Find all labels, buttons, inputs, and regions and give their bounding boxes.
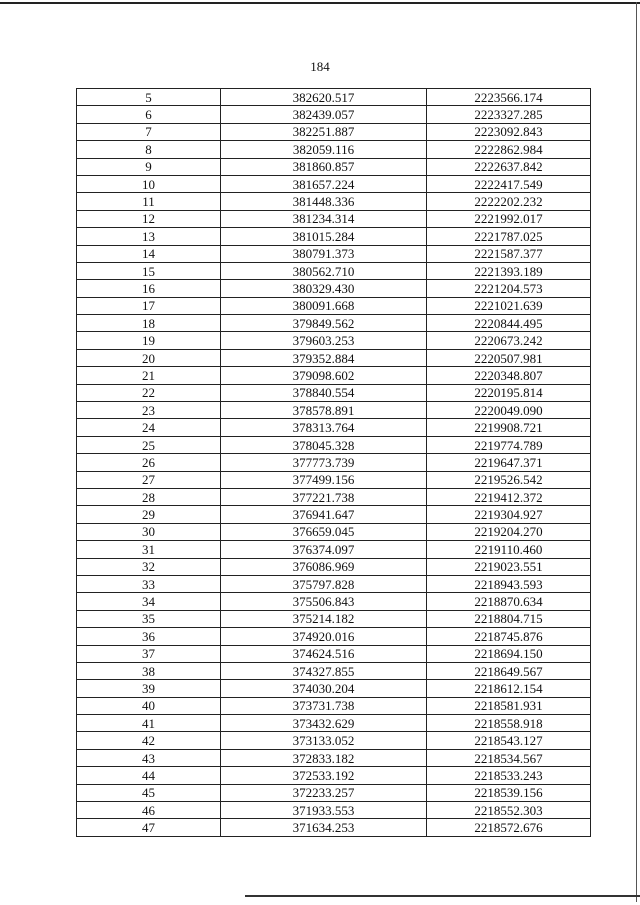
y-coordinate-cell: 2221587.377	[427, 245, 591, 262]
y-coordinate-cell: 2220195.814	[427, 384, 591, 401]
y-coordinate-cell: 2218870.634	[427, 593, 591, 610]
table-row	[77, 419, 591, 436]
point-number-cell: 44	[77, 767, 221, 784]
y-coordinate-cell: 2219023.551	[427, 558, 591, 575]
y-coordinate-cell: 2221204.573	[427, 280, 591, 297]
point-number-cell: 36	[77, 628, 221, 645]
x-coordinate-cell: 382620.517	[221, 89, 427, 106]
y-coordinate-cell: 2218943.593	[427, 575, 591, 592]
x-coordinate-cell: 378313.764	[221, 419, 427, 436]
table-row	[77, 802, 591, 819]
scan-bottom-edge-line	[245, 895, 640, 897]
x-coordinate-cell: 372533.192	[221, 767, 427, 784]
point-number-cell: 45	[77, 784, 221, 801]
y-coordinate-cell: 2220507.981	[427, 349, 591, 366]
point-number-cell: 41	[77, 715, 221, 732]
table-row	[77, 402, 591, 419]
table-row	[77, 332, 591, 349]
x-coordinate-cell: 376374.097	[221, 541, 427, 558]
x-coordinate-cell: 375797.828	[221, 575, 427, 592]
point-number-cell: 34	[77, 593, 221, 610]
x-coordinate-cell: 381860.857	[221, 158, 427, 175]
x-coordinate-cell: 374327.855	[221, 662, 427, 679]
y-coordinate-cell: 2223566.174	[427, 89, 591, 106]
x-coordinate-cell: 373731.738	[221, 697, 427, 714]
x-coordinate-cell: 381657.224	[221, 175, 427, 192]
x-coordinate-cell: 373432.629	[221, 715, 427, 732]
y-coordinate-cell: 2221393.189	[427, 262, 591, 279]
point-number-cell: 37	[77, 645, 221, 662]
table-row	[77, 228, 591, 245]
table-row	[77, 454, 591, 471]
point-number-cell: 24	[77, 419, 221, 436]
point-number-cell: 6	[77, 106, 221, 123]
table-row	[77, 575, 591, 592]
x-coordinate-cell: 376659.045	[221, 523, 427, 540]
y-coordinate-cell: 2219204.270	[427, 523, 591, 540]
table-row	[77, 662, 591, 679]
point-number-cell: 33	[77, 575, 221, 592]
x-coordinate-cell: 379603.253	[221, 332, 427, 349]
y-coordinate-cell: 2218581.931	[427, 697, 591, 714]
y-coordinate-cell: 2223092.843	[427, 123, 591, 140]
x-coordinate-cell: 374624.516	[221, 645, 427, 662]
point-number-cell: 7	[77, 123, 221, 140]
y-coordinate-cell: 2218694.150	[427, 645, 591, 662]
table-row	[77, 436, 591, 453]
point-number-cell: 15	[77, 262, 221, 279]
y-coordinate-cell: 2221021.639	[427, 297, 591, 314]
table-row	[77, 732, 591, 749]
table-row	[77, 523, 591, 540]
x-coordinate-cell: 380329.430	[221, 280, 427, 297]
table-row	[77, 106, 591, 123]
x-coordinate-cell: 378840.554	[221, 384, 427, 401]
y-coordinate-cell: 2219908.721	[427, 419, 591, 436]
table-row	[77, 558, 591, 575]
page-number: 184	[310, 59, 330, 74]
x-coordinate-cell: 380562.710	[221, 262, 427, 279]
x-coordinate-cell: 380091.668	[221, 297, 427, 314]
x-coordinate-cell: 372233.257	[221, 784, 427, 801]
point-number-cell: 43	[77, 749, 221, 766]
x-coordinate-cell: 382251.887	[221, 123, 427, 140]
table-row	[77, 749, 591, 766]
x-coordinate-cell: 381015.284	[221, 228, 427, 245]
x-coordinate-cell: 372833.182	[221, 749, 427, 766]
point-number-cell: 35	[77, 610, 221, 627]
y-coordinate-cell: 2222417.549	[427, 175, 591, 192]
point-number-cell: 27	[77, 471, 221, 488]
table-row	[77, 297, 591, 314]
point-number-cell: 13	[77, 228, 221, 245]
table-row	[77, 471, 591, 488]
y-coordinate-cell: 2218539.156	[427, 784, 591, 801]
table-row	[77, 367, 591, 384]
x-coordinate-cell: 379352.884	[221, 349, 427, 366]
x-coordinate-cell: 371933.553	[221, 802, 427, 819]
y-coordinate-cell: 2218558.918	[427, 715, 591, 732]
y-coordinate-cell: 2222637.842	[427, 158, 591, 175]
table-row	[77, 280, 591, 297]
table-row	[77, 384, 591, 401]
x-coordinate-cell: 377221.738	[221, 488, 427, 505]
y-coordinate-cell: 2219412.372	[427, 488, 591, 505]
point-number-cell: 26	[77, 454, 221, 471]
y-coordinate-cell: 2219110.460	[427, 541, 591, 558]
point-number-cell: 16	[77, 280, 221, 297]
y-coordinate-cell: 2218649.567	[427, 662, 591, 679]
x-coordinate-cell: 381234.314	[221, 210, 427, 227]
table-row	[77, 349, 591, 366]
point-number-cell: 11	[77, 193, 221, 210]
y-coordinate-cell: 2218543.127	[427, 732, 591, 749]
x-coordinate-cell: 379849.562	[221, 315, 427, 332]
point-number-cell: 39	[77, 680, 221, 697]
table-row	[77, 767, 591, 784]
table-row	[77, 680, 591, 697]
x-coordinate-cell: 374920.016	[221, 628, 427, 645]
table-row	[77, 488, 591, 505]
y-coordinate-cell: 2222862.984	[427, 141, 591, 158]
table-row	[77, 610, 591, 627]
table-row	[77, 628, 591, 645]
y-coordinate-cell: 2223327.285	[427, 106, 591, 123]
coordinates-table	[76, 88, 591, 837]
table-row	[77, 193, 591, 210]
y-coordinate-cell: 2219774.789	[427, 436, 591, 453]
table-row	[77, 506, 591, 523]
table-row	[77, 262, 591, 279]
x-coordinate-cell: 373133.052	[221, 732, 427, 749]
y-coordinate-cell: 2218534.567	[427, 749, 591, 766]
point-number-cell: 9	[77, 158, 221, 175]
y-coordinate-cell: 2218804.715	[427, 610, 591, 627]
coordinates-table-body	[77, 89, 591, 837]
point-number-cell: 18	[77, 315, 221, 332]
scan-right-edge-line	[636, 2, 637, 902]
table-row	[77, 123, 591, 140]
point-number-cell: 20	[77, 349, 221, 366]
point-number-cell: 46	[77, 802, 221, 819]
x-coordinate-cell: 374030.204	[221, 680, 427, 697]
x-coordinate-cell: 382439.057	[221, 106, 427, 123]
scan-top-edge-line	[0, 2, 640, 4]
y-coordinate-cell: 2220049.090	[427, 402, 591, 419]
table-row	[77, 784, 591, 801]
y-coordinate-cell: 2220673.242	[427, 332, 591, 349]
x-coordinate-cell: 376941.647	[221, 506, 427, 523]
table-row	[77, 593, 591, 610]
x-coordinate-cell: 376086.969	[221, 558, 427, 575]
x-coordinate-cell: 381448.336	[221, 193, 427, 210]
x-coordinate-cell: 371634.253	[221, 819, 427, 836]
x-coordinate-cell: 379098.602	[221, 367, 427, 384]
point-number-cell: 8	[77, 141, 221, 158]
table-row	[77, 245, 591, 262]
table-row	[77, 645, 591, 662]
point-number-cell: 29	[77, 506, 221, 523]
point-number-cell: 14	[77, 245, 221, 262]
point-number-cell: 5	[77, 89, 221, 106]
table-row	[77, 89, 591, 106]
point-number-cell: 21	[77, 367, 221, 384]
point-number-cell: 28	[77, 488, 221, 505]
point-number-cell: 31	[77, 541, 221, 558]
x-coordinate-cell: 377773.739	[221, 454, 427, 471]
y-coordinate-cell: 2218745.876	[427, 628, 591, 645]
y-coordinate-cell: 2219304.927	[427, 506, 591, 523]
y-coordinate-cell: 2219526.542	[427, 471, 591, 488]
point-number-cell: 38	[77, 662, 221, 679]
point-number-cell: 23	[77, 402, 221, 419]
y-coordinate-cell: 2221992.017	[427, 210, 591, 227]
point-number-cell: 25	[77, 436, 221, 453]
x-coordinate-cell: 378045.328	[221, 436, 427, 453]
y-coordinate-cell: 2222202.232	[427, 193, 591, 210]
table-row	[77, 141, 591, 158]
point-number-cell: 19	[77, 332, 221, 349]
y-coordinate-cell: 2218552.303	[427, 802, 591, 819]
table-row	[77, 315, 591, 332]
point-number-cell: 30	[77, 523, 221, 540]
y-coordinate-cell: 2218612.154	[427, 680, 591, 697]
y-coordinate-cell: 2218533.243	[427, 767, 591, 784]
point-number-cell: 32	[77, 558, 221, 575]
point-number-cell: 22	[77, 384, 221, 401]
table-row	[77, 819, 591, 836]
table-row	[77, 210, 591, 227]
table-row	[77, 175, 591, 192]
point-number-cell: 42	[77, 732, 221, 749]
table-row	[77, 158, 591, 175]
x-coordinate-cell: 382059.116	[221, 141, 427, 158]
x-coordinate-cell: 377499.156	[221, 471, 427, 488]
point-number-cell: 47	[77, 819, 221, 836]
x-coordinate-cell: 378578.891	[221, 402, 427, 419]
table-row	[77, 715, 591, 732]
y-coordinate-cell: 2220844.495	[427, 315, 591, 332]
point-number-cell: 12	[77, 210, 221, 227]
x-coordinate-cell: 375506.843	[221, 593, 427, 610]
point-number-cell: 10	[77, 175, 221, 192]
y-coordinate-cell: 2219647.371	[427, 454, 591, 471]
y-coordinate-cell: 2221787.025	[427, 228, 591, 245]
table-row	[77, 697, 591, 714]
y-coordinate-cell: 2218572.676	[427, 819, 591, 836]
point-number-cell: 17	[77, 297, 221, 314]
x-coordinate-cell: 380791.373	[221, 245, 427, 262]
table-row	[77, 541, 591, 558]
x-coordinate-cell: 375214.182	[221, 610, 427, 627]
point-number-cell: 40	[77, 697, 221, 714]
y-coordinate-cell: 2220348.807	[427, 367, 591, 384]
